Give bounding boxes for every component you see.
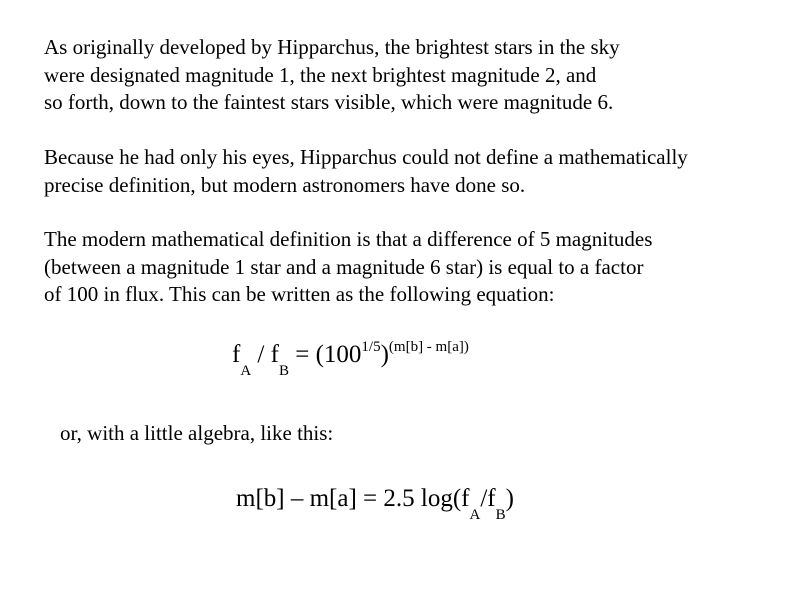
paragraph-modern-definition-intro [44, 144, 688, 199]
text-line: were designated magnitude 1, the next brightest magnitude 2, and [44, 62, 597, 87]
eq-subscript-b: B [278, 363, 289, 379]
eq-slash-f: /f [480, 485, 496, 512]
magnitude-difference-equation [236, 484, 514, 523]
eq-close-paren: ) [380, 341, 389, 368]
eq-slash: / [251, 341, 271, 368]
text-line: precise definition, but modern astronomers have done so. [44, 172, 526, 197]
text-line: As originally developed by Hipparchus, the brightest stars in the sky [44, 35, 620, 59]
text-line: The modern mathematical definition is that a difference of 5 magnitudes [44, 227, 653, 251]
eq-close-paren: ) [505, 485, 514, 512]
eq-subscript-b: B [495, 507, 506, 523]
transition-text: or, with a little algebra, like this: [60, 421, 334, 445]
text-line: (between a magnitude 1 star and a magnitude 6 star) is equal to a factor [44, 254, 644, 279]
eq-subscript-a: A [240, 363, 252, 379]
eq-symbol-f: f [270, 341, 279, 368]
flux-ratio-equation [232, 339, 469, 379]
paragraph-mathematical-definition [44, 226, 652, 309]
paragraph-hipparchus-history [44, 34, 620, 117]
eq-equals-base: = (100 [288, 341, 362, 368]
eq-subscript-a: A [469, 507, 481, 523]
eq-lhs: m[b] – m[a] = 2.5 log(f [236, 485, 470, 512]
text-line: so forth, down to the faintest stars visible, which were magnitude 6. [44, 90, 614, 114]
eq-exponent-fraction: 1/5 [361, 339, 381, 355]
text-line: Because he had only his eyes, Hipparchus could not define a mathematically [44, 145, 688, 169]
text-line: of 100 in flux. This can be written as the following equation: [44, 282, 555, 306]
eq-outer-exponent: (m[b] - m[a]) [388, 339, 469, 355]
eq-symbol-f: f [232, 341, 241, 368]
